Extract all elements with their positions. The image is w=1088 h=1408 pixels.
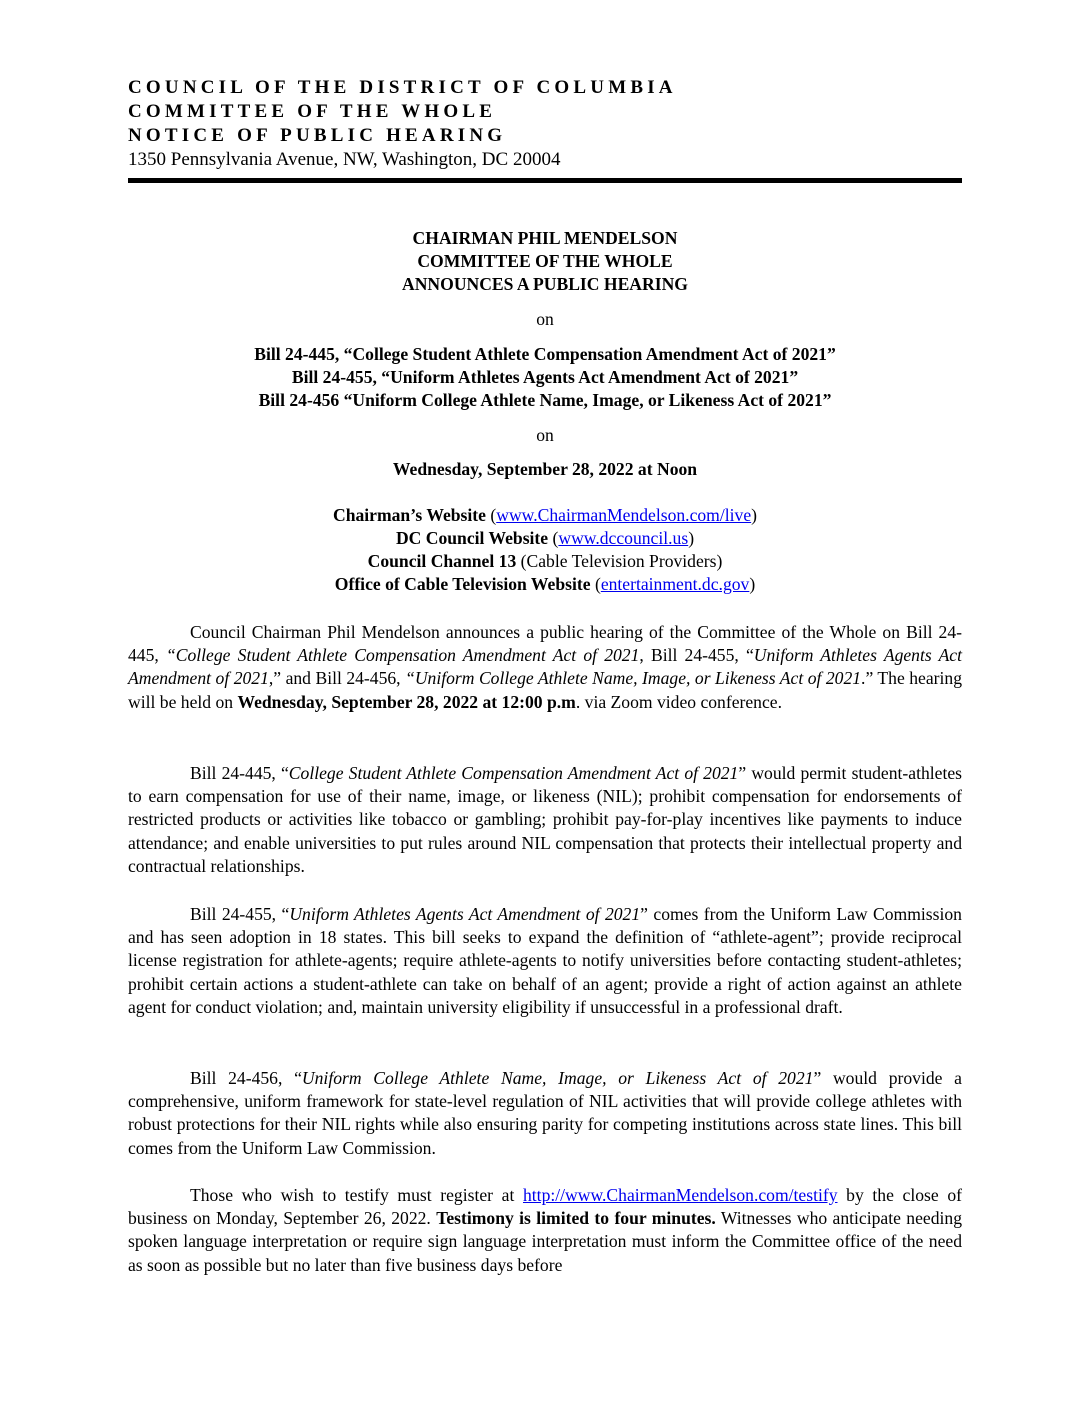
chairman-live-link[interactable]: www.ChairmanMendelson.com/live xyxy=(496,505,752,525)
paragraph-intro: Council Chairman Phil Mendelson announces a public hearing of the Committee of the Whole on Bill 24-445, “College Student Athlete Compensation Amendment Act of 2021, Bill 24-455, “Uniform Athletes Agents Act Amendment of 2021,” and Bill 24-456, “Uniform College Athlete Name, Image, or Likeness Act of 2021.” The hearing will be held on Wednesday, September 28, 2022 at 12:00 p.m. via Zoom video conference. xyxy=(128,622,963,712)
paragraph-bill-24-445: Bill 24-445, “College Student Athlete Compensation Amendment Act of 2021” would permit student-athletes to earn compensation for use of their name, image, or likeness (NIL); prohibit compensation for endorsements of restricted products or activities like tobacco or gambling; prohibit pay-for-play incentives like payments to induce attendance; and enable universities to put rules around NIL compensation that protects their intellectual property and contractual relationships. xyxy=(128,763,962,876)
bill-title: Bill 24-456 “Uniform College Athlete Name, Image, or Likeness Act of 2021” xyxy=(258,390,832,410)
announcement-heading xyxy=(128,227,962,296)
hearing-date: Wednesday, September 28, 2022 at Noon xyxy=(392,459,698,479)
letterhead-council: COUNCIL OF THE DISTRICT OF COLUMBIA xyxy=(128,77,677,98)
broadcast-list xyxy=(128,504,962,596)
letterhead-address: 1350 Pennsylvania Avenue, NW, Washington, DC 20004 xyxy=(128,149,561,170)
broadcast-item: Council Channel 13 (Cable Television Providers) xyxy=(367,551,723,571)
bill-title: Bill 24-455, “Uniform Athletes Agents Act Amendment Act of 2021” xyxy=(291,367,799,387)
bill-list xyxy=(128,343,962,412)
paragraph-testimony: Those who wish to testify must register at http://www.ChairmanMendelson.com/testify by the close of business on Monday, September 26, 2022. Testimony is limited to four minutes. Witnesses who anticipate needing spoken language interpretation or require sign language interpretation must inform the Committee office of the need as soon as possible but no later than five business days before xyxy=(128,1185,963,1275)
announcement-hearing: ANNOUNCES A PUBLIC HEARING xyxy=(402,274,688,294)
letterhead xyxy=(128,76,962,174)
broadcast-item: Chairman’s Website (www.ChairmanMendelson.com/live) xyxy=(332,505,757,525)
announcement-committee: COMMITTEE OF THE WHOLE xyxy=(417,251,673,271)
on-connector-1: on xyxy=(536,309,554,329)
letterhead-committee: COMMITTEE OF THE WHOLE xyxy=(128,101,497,122)
header-divider xyxy=(128,178,962,183)
letterhead-notice: NOTICE OF PUBLIC HEARING xyxy=(128,125,507,146)
announcement-chairman: CHAIRMAN PHIL MENDELSON xyxy=(412,228,678,248)
testify-link[interactable]: http://www.ChairmanMendelson.com/testify xyxy=(523,1185,838,1205)
dc-council-link[interactable]: www.dccouncil.us xyxy=(558,528,689,548)
broadcast-item: DC Council Website (www.dccouncil.us) xyxy=(395,528,695,548)
paragraph-bill-24-455: Bill 24-455, “Uniform Athletes Agents Act Amendment of 2021” comes from the Uniform Law Commission and has seen adoption in 18 states. This bill seeks to expand the definition of “athlete-agent”; provide reciprocal license registration for athlete-agents; require athlete-agents to notify universities before contacting student-athletes; prohibit certain actions a student-athlete can take on behalf of an agent; provide a right of action against an athlete agent for conduct violation; and, maintain university eligibility if unsuccessful in a professional draft. xyxy=(128,904,962,1017)
entertainment-link[interactable]: entertainment.dc.gov xyxy=(600,574,750,594)
broadcast-item: Office of Cable Television Website (entertainment.dc.gov) xyxy=(334,574,756,594)
bill-title: Bill 24-445, “College Student Athlete Compensation Amendment Act of 2021” xyxy=(254,344,836,364)
paragraph-bill-24-456: Bill 24-456, “Uniform College Athlete Name, Image, or Likeness Act of 2021” would provide a comprehensive, uniform framework for state-level regulation of NIL activities that will provide college athletes with robust protections for their NIL rights while also ensuring parity for competing institutions across state lines. This bill comes from the Uniform Law Commission. xyxy=(128,1068,962,1158)
on-connector-2: on xyxy=(536,425,554,445)
